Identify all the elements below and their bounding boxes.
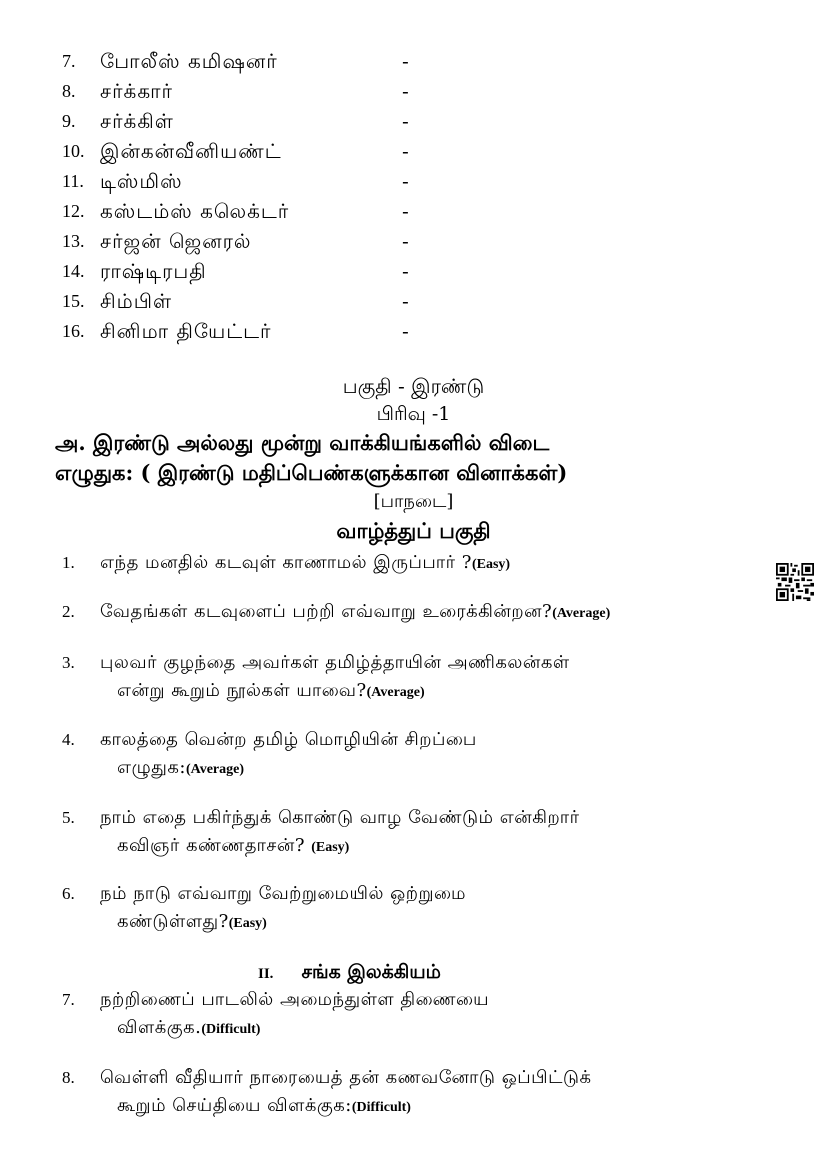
vocab-item [62, 226, 462, 256]
vocab-answer-blank: - [402, 289, 409, 313]
vocab-number: 16. [62, 321, 85, 341]
vocab-answer-blank: - [402, 139, 409, 163]
vocab-word: இன்கன்வீனியண்ட் [100, 139, 282, 163]
question-line-1: புலவர் குழந்தை அவர்கள் தமிழ்த்தாயின் அணிகலன்கள் [100, 652, 570, 673]
vocab-answer-blank: - [402, 229, 409, 253]
vocab-number: 10. [62, 141, 85, 161]
vocab-number: 13. [62, 231, 85, 251]
vocab-word: டிஸ்மிஸ் [100, 169, 183, 193]
question-line-1: நம் நாடு எவ்வாறு வேற்றுமையில் ஒற்றுமை [100, 883, 467, 904]
difficulty-level: (Average) [366, 685, 425, 700]
vocab-word: சிம்பிள் [100, 289, 173, 313]
vocab-item [62, 106, 462, 136]
vocab-word: சர்ஜன் ஜெனரல் [100, 229, 252, 253]
vocab-number: 12. [62, 201, 85, 221]
question-text [100, 549, 510, 579]
vocab-answer-blank: - [402, 79, 409, 103]
instruction-line-2: எழுதுக: ( இரண்டு மதிப்பெண்களுக்கான வினாக்கள்) [55, 460, 568, 485]
vocab-number: 11. [62, 171, 84, 191]
question-line-1: எந்த மனதில் கடவுள் காணாமல் இருப்பார் ? [100, 552, 472, 573]
question-text [100, 986, 489, 1016]
question-number: 6. [62, 884, 75, 903]
instruction-line-1: அ. இரண்டு அல்லது மூன்று வாக்கியங்களில் விடை [55, 430, 550, 455]
question-line-1: காலத்தை வென்ற தமிழ் மொழியின் சிறப்பை [100, 729, 477, 750]
question-line-1: வெள்ளி வீதியார் நாரையைத் தன் கணவனோடு ஒப்பிட்டுக் [100, 1067, 592, 1088]
question-line-2: கூறும் செய்தியை விளக்குக: [117, 1095, 352, 1116]
question-text-continued [117, 1092, 411, 1122]
part-heading: பகுதி - இரண்டு [342, 374, 485, 398]
question-number: 5. [62, 808, 75, 827]
vocab-item [62, 46, 462, 76]
vocab-item [62, 166, 462, 196]
section-2-heading [258, 958, 441, 988]
question-line-2: எழுதுக: [117, 757, 186, 778]
section-2-title: சங்க இலக்கியம் [301, 961, 441, 983]
qr-code-icon [776, 563, 814, 601]
section-2-number: II. [258, 966, 274, 982]
vocab-number: 7. [62, 51, 76, 71]
difficulty-level: (Difficult) [201, 1022, 261, 1037]
vocab-answer-blank: - [402, 169, 409, 193]
vocab-word: கஸ்டம்ஸ் கலெக்டர் [100, 199, 290, 223]
question-line-2: என்று கூறும் நூல்கள் யாவை? [117, 680, 367, 701]
vocab-item [62, 196, 462, 226]
difficulty-level: (Easy) [471, 557, 511, 572]
question-line-2: கவிஞர் கண்ணதாசன்? [117, 835, 312, 856]
question-number: 7. [62, 990, 75, 1009]
question-text-continued [117, 677, 425, 707]
vocab-word: சர்க்கிள் [100, 109, 174, 133]
vocab-item [62, 286, 462, 316]
question-text [100, 726, 477, 756]
vocab-word: சர்க்கார் [100, 79, 174, 103]
question-text-continued [117, 908, 267, 938]
vocab-answer-blank: - [402, 259, 409, 283]
question-line-1: நற்றிணைப் பாடலில் அமைந்துள்ள திணையை [100, 989, 490, 1010]
vocab-number: 8. [62, 81, 76, 101]
vocab-number: 15. [62, 291, 85, 311]
vocab-answer-blank: - [402, 109, 409, 133]
question-number: 4. [62, 730, 75, 749]
vocab-item [62, 256, 462, 286]
difficulty-level: (Easy) [311, 840, 350, 855]
vocab-word: சினிமா தியேட்டர் [100, 319, 272, 343]
question-text [100, 598, 610, 628]
question-number: 8. [62, 1068, 75, 1087]
division-heading: பிரிவு -1 [376, 403, 451, 425]
question-line-2: விளக்குக. [117, 1017, 202, 1038]
vocab-answer-blank: - [402, 49, 409, 73]
question-text [100, 1064, 592, 1094]
vocab-number: 9. [62, 111, 76, 131]
section-title: வாழ்த்துப் பகுதி [336, 518, 491, 543]
vocab-number: 14. [62, 261, 85, 281]
question-text [100, 804, 580, 834]
question-text [100, 649, 570, 679]
vocab-word: ராஷ்டிரபதி [100, 259, 207, 283]
question-text [100, 880, 466, 910]
vocab-answer-blank: - [402, 319, 409, 343]
question-text-continued [117, 1014, 260, 1044]
question-text-continued [117, 832, 349, 862]
difficulty-level: (Easy) [228, 916, 267, 931]
difficulty-level: (Average) [185, 762, 245, 777]
difficulty-level: (Difficult) [351, 1100, 411, 1115]
question-number: 2. [62, 602, 75, 621]
question-number: 1. [62, 553, 75, 572]
vocab-answer-blank: - [402, 199, 409, 223]
stream-label: [பாநடை] [373, 491, 454, 512]
question-text-continued [117, 754, 244, 784]
vocabulary-list [62, 46, 462, 346]
question-line-1: வேதங்கள் கடவுளைப் பற்றி எவ்வாறு உரைக்கின்றன? [100, 601, 553, 622]
vocab-item [62, 136, 462, 166]
difficulty-level: (Average) [552, 606, 611, 621]
question-line-1: நாம் எதை பகிர்ந்துக் கொண்டு வாழ வேண்டும் என்கிறார் [100, 807, 580, 828]
question-line-2: கண்டுள்ளது? [117, 911, 229, 932]
vocab-item [62, 76, 462, 106]
vocab-item [62, 316, 462, 346]
vocab-word: போலீஸ் கமிஷனர் [100, 49, 278, 73]
question-number: 3. [62, 653, 75, 672]
